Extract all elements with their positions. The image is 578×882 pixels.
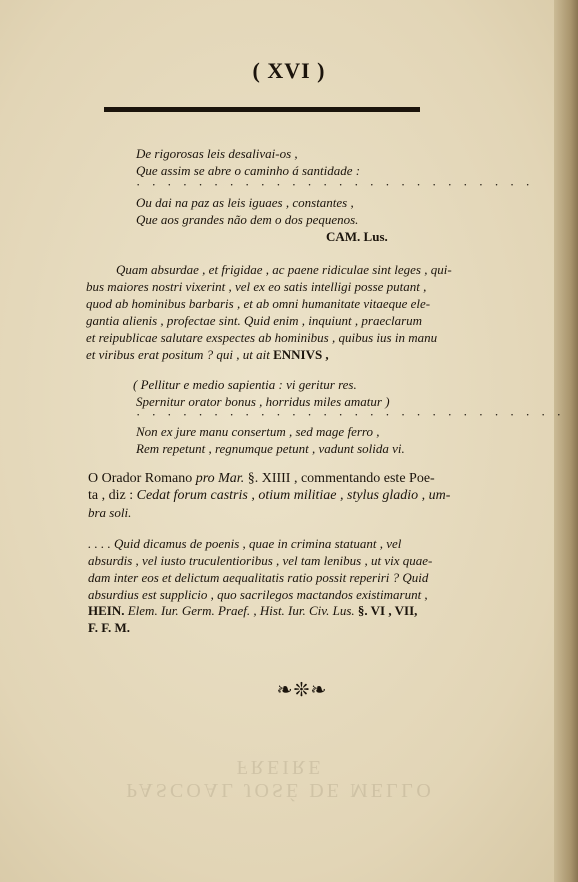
bleed-through-text: PASCOAL JOSÉ DE MELLO FREIRE — [126, 756, 434, 801]
text-span: ta , diz : — [88, 488, 134, 503]
poem-line: Non ex jure manu consertum , sed mage ferro , — [136, 424, 380, 439]
poem-line: ( Pellitur e medio sapientia : vi geritur res. — [133, 377, 357, 392]
poem-line: Spernitur orator bonus , horridus miles amatur ) — [136, 394, 390, 409]
text-line: dam inter eos et delictum aequalitatis ratio possit reperiri ? Quid — [88, 570, 429, 585]
author-abbrev: HEIN. — [88, 603, 125, 618]
text-line: Quam absurdae , et frigidae , ac paene ridiculae sint leges , qui- — [116, 262, 452, 277]
text-span: §. XIIII , commentando este Poe- — [247, 471, 435, 486]
text-line: gantia alienis , profectae sint. Quid enim , inquiunt , praeclarum — [86, 313, 423, 328]
text-line: absurdis , vel iusto truculentioribus , vel tam lenibus , ut vix quae- — [88, 553, 433, 568]
header-rule — [104, 107, 420, 112]
poem-line: Que aos grandes não dem o dos pequenos. — [136, 212, 359, 227]
text-span: O Orador Romano — [88, 471, 193, 486]
text-span-italic: pro Mar. — [195, 471, 245, 486]
text-span-italic: Cedat forum castris , otium militiae , stylus gladio , um- — [136, 488, 451, 503]
page-header — [0, 58, 578, 84]
ellipsis-row: · · · · · · · · · · · · · · · · · · · · · · · · · · — [136, 177, 534, 192]
fleuron-ornament-icon: ❧❊❧ — [276, 680, 328, 701]
text-line — [88, 488, 450, 504]
page-gutter — [554, 0, 578, 882]
reference-line — [88, 603, 417, 619]
ellipsis-row: · · · · · · · · · · · · · · · · · · · · · · · · · · · · — [136, 407, 565, 422]
poem-attribution: CAM. Lus. — [326, 229, 388, 244]
text-line: quod ab hominibus barbaris , et ab omni humanitate vitaeque ele- — [86, 296, 431, 311]
page-number: ( XVI ) — [252, 58, 326, 83]
section-ref: §. VI , VII, — [357, 603, 418, 618]
work-title: Hist. Iur. Civ. Lus. — [259, 603, 355, 618]
reference-initials: F. F. M. — [88, 620, 131, 635]
poem-line: Rem repetunt , regnumque petunt , vadunt solida vi. — [136, 441, 405, 456]
text-line — [86, 347, 329, 363]
poem-line: De rigorosas leis desalivai-os , — [136, 146, 298, 161]
poem-line: Que assim se abre o caminho á santidade : — [136, 163, 361, 178]
poem-line: Ou dai na paz as leis iguaes , constantes , — [136, 195, 354, 210]
work-title: Elem. Iur. Germ. Praef. , — [127, 603, 257, 618]
text-line: absurdius est supplicio , quo sacrilegos mactandos existimarunt , — [88, 587, 428, 602]
text-line — [88, 471, 435, 487]
text-line: bra soli. — [88, 505, 132, 520]
ennius-name: ENNIVS , — [273, 347, 329, 362]
text-line: et reipublicae salutare exspectes ab hominibus , quibus ius in manu — [86, 330, 438, 345]
text-line: bus maiores nostri vixerint , vel ex eo satis intelligi posse putant , — [86, 279, 427, 294]
text-span: et viribus erat positum ? qui , ut ait — [86, 347, 270, 362]
text-line: . . . . Quid dicamus de poenis , quae in crimina statuant , vel — [88, 536, 402, 551]
